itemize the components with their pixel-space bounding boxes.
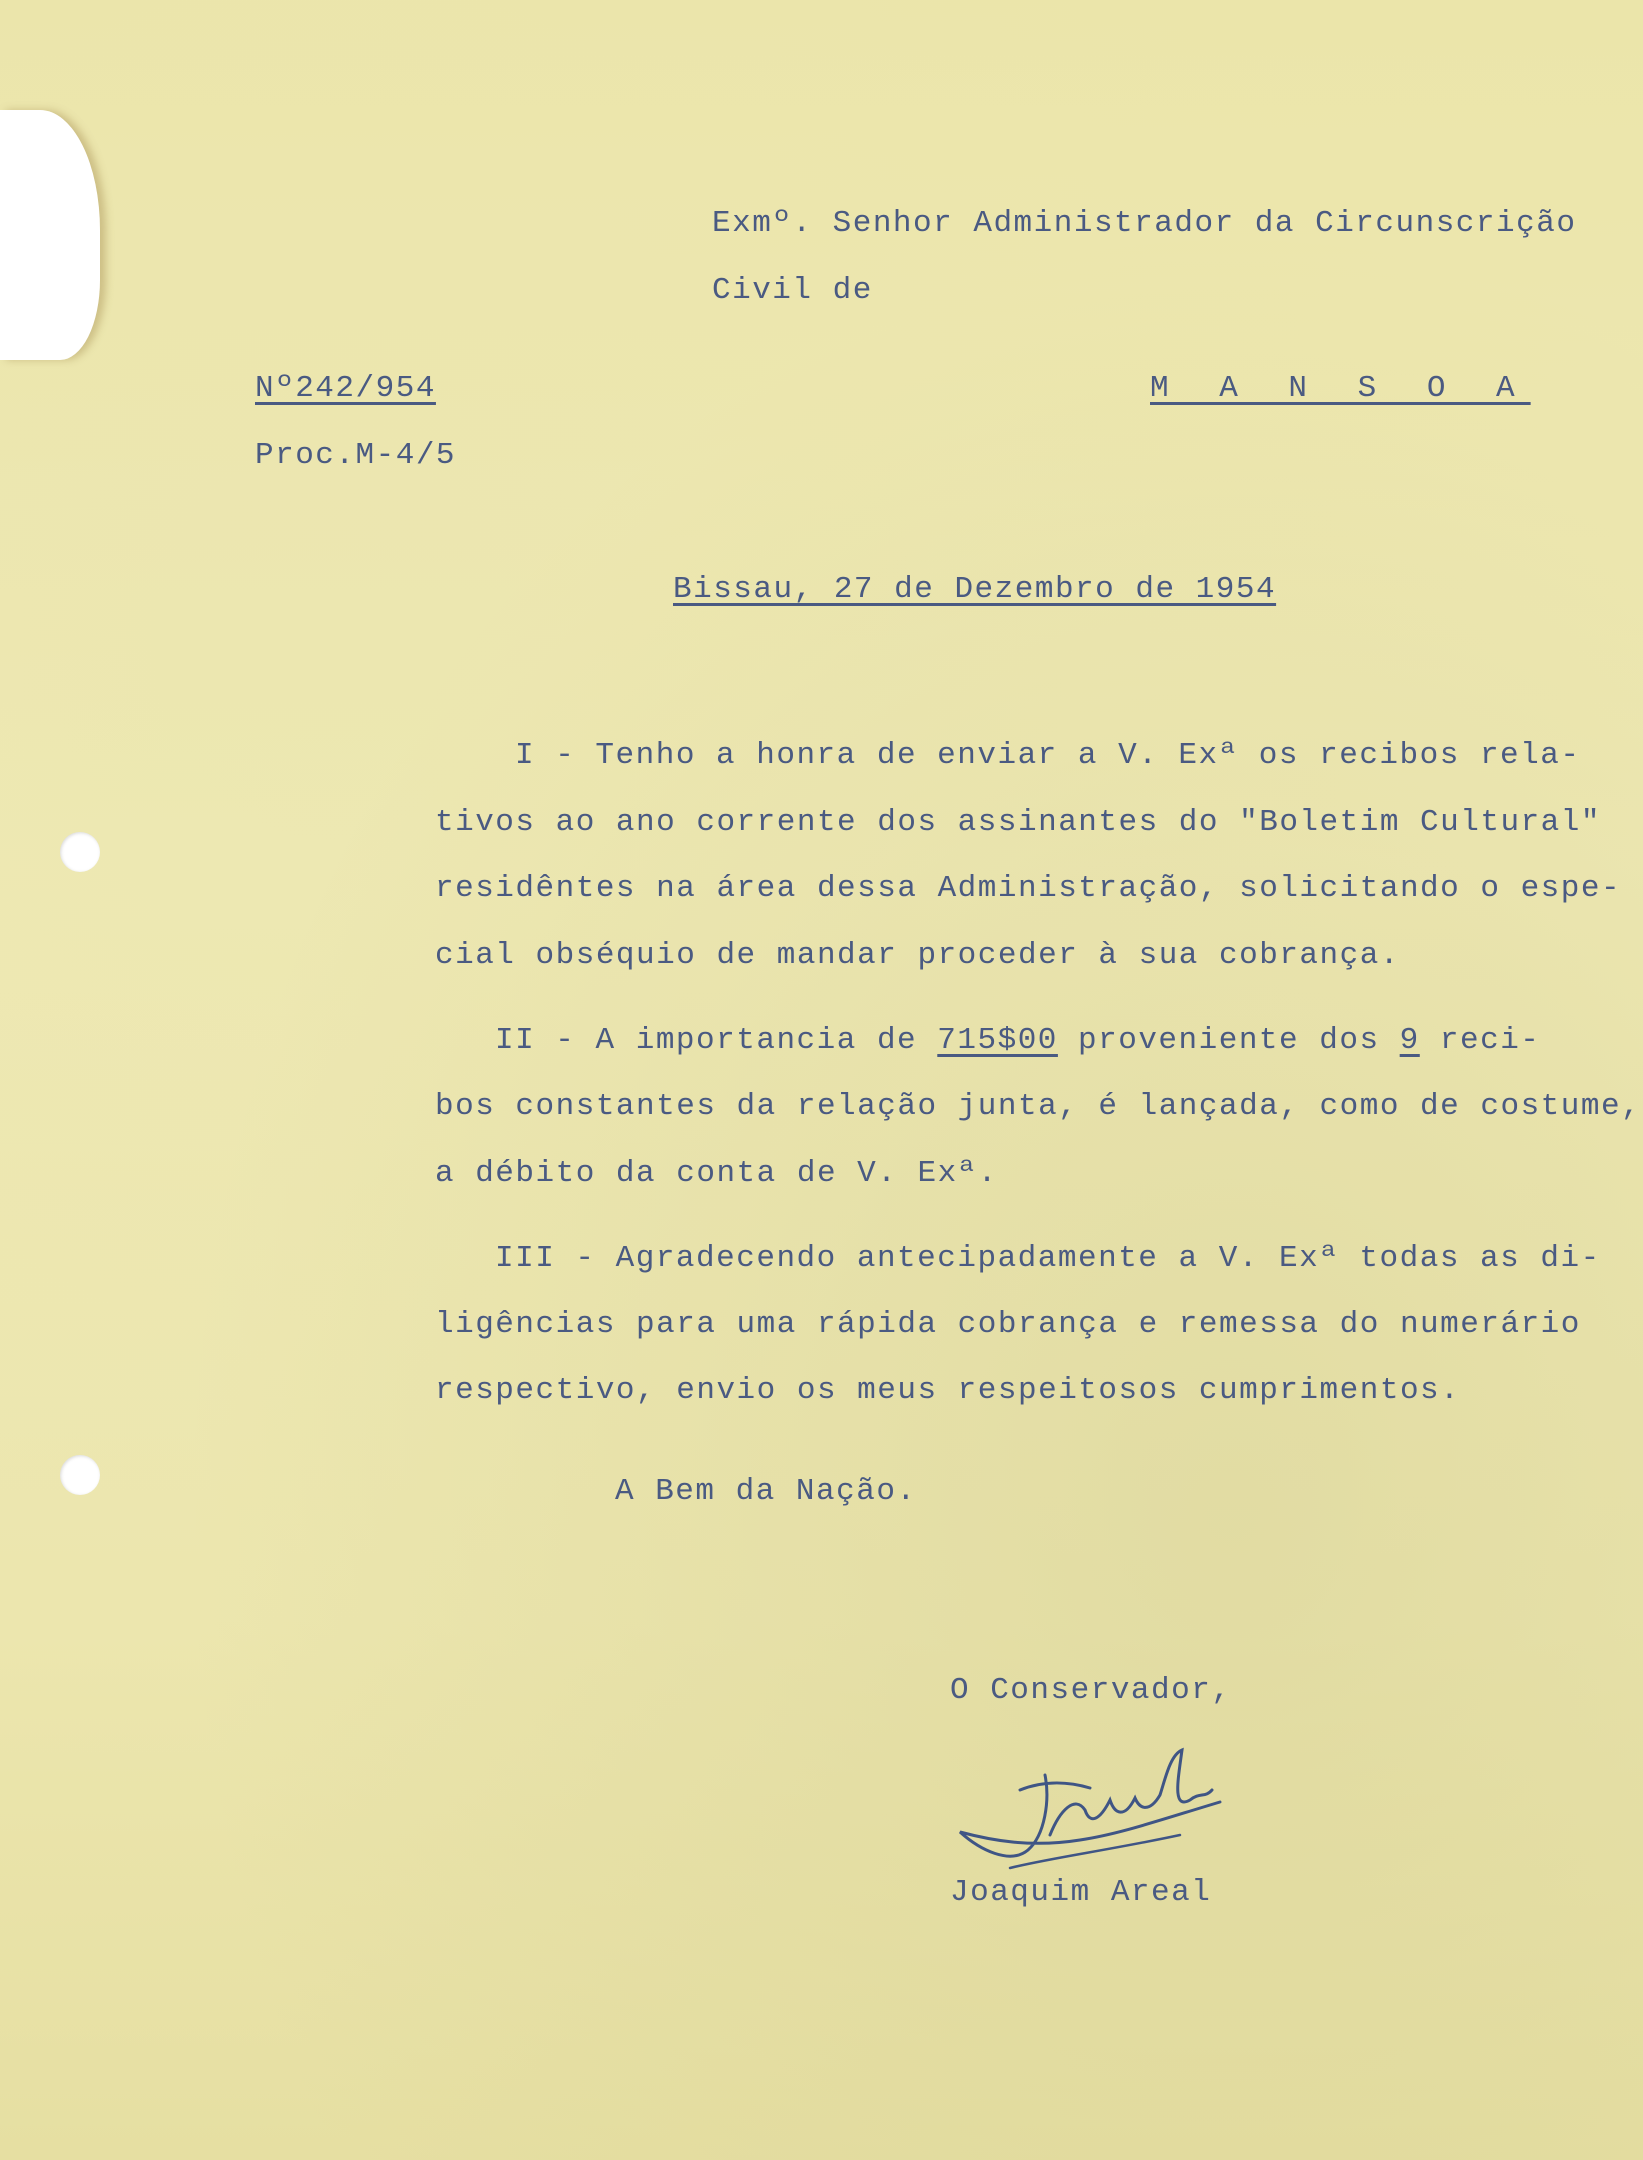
handwritten-signature — [950, 1740, 1240, 1880]
paragraph-2-line-3: a débito da conta de V. Exª. — [435, 1156, 998, 1191]
receipt-count: 9 — [1399, 1023, 1420, 1058]
addressee-line-2: Civil de — [712, 273, 873, 308]
paragraph-3-line-1: III - Agradecendo antecipadamente a V. Exª todas as di- — [495, 1241, 1601, 1276]
destination-place: M A N S O A — [1150, 371, 1531, 406]
closing-phrase: A Bem da Nação. — [615, 1474, 917, 1509]
paragraph-3-line-2: ligências para uma rápida cobrança e remessa do numerário — [435, 1307, 1581, 1342]
reference-number: Nº242/954 — [255, 371, 436, 406]
date-line: Bissau, 27 de Dezembro de 1954 — [673, 572, 1277, 607]
paragraph-2-suffix: reci- — [1419, 1023, 1541, 1058]
punch-hole-top — [60, 832, 100, 872]
paragraph-1-line-2: tivos ao ano corrente dos assinantes do "Boletim Cultural" — [435, 805, 1601, 840]
process-reference: Proc.M-4/5 — [255, 438, 457, 473]
signer-name: Joaquim Areal — [950, 1875, 1212, 1910]
paragraph-3-line-3: respectivo, envio os meus respeitosos cumprimentos. — [435, 1373, 1461, 1408]
paragraph-1-line-1: I - Tenho a honra de enviar a V. Exª os recibos rela- — [515, 738, 1581, 773]
paragraph-2-line-1 — [495, 1025, 1540, 1056]
paragraph-2-middle: proveniente dos — [1057, 1023, 1400, 1058]
signer-title: O Conservador, — [950, 1673, 1232, 1708]
paragraph-1-line-3: residêntes na área dessa Administração, solicitando o espe- — [435, 871, 1622, 906]
paragraph-2-line-2: bos constantes da relação junta, é lançada, como de costume, — [435, 1089, 1642, 1124]
paragraph-2-prefix: II - A importancia de — [495, 1023, 938, 1058]
paragraph-1-line-4: cial obséquio de mandar proceder à sua cobrança. — [435, 938, 1400, 973]
addressee-line-1: Exmº. Senhor Administrador da Circunscrição — [712, 206, 1577, 241]
amount-field: 715$00 — [937, 1023, 1058, 1058]
punch-hole-bottom — [60, 1455, 100, 1495]
torn-corner — [0, 110, 100, 360]
